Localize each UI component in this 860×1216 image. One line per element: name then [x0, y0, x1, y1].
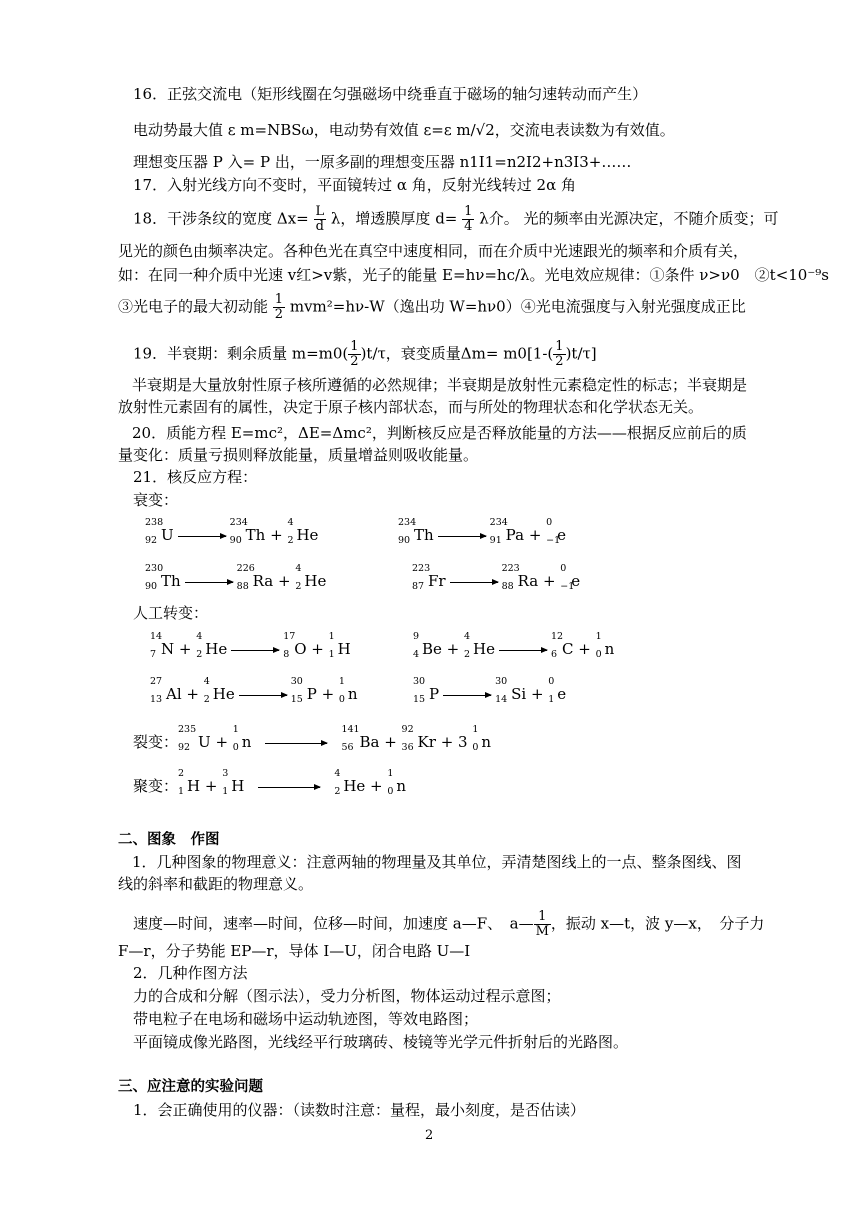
- fusion-label: 聚变：: [133, 777, 179, 795]
- sec18-line2: 见光的颜色由频率决定。各种色光在真空中速度相同，而在介质中光速跟光的频率和介质有关，: [118, 242, 749, 260]
- sec3-p1: 1．会正确使用的仪器：（读数时注意：量程，最小刻度，是否估读）: [133, 1101, 586, 1119]
- section-heading-2: 二、图象 作图: [118, 832, 220, 848]
- artificial-eq-1: 14 7 N + 4 2 He 17 8 O + 1 1 H: [150, 631, 351, 660]
- sec2-p1: 1．几种图象的物理意义：注意两轴的物理量及其单位，弄清楚图线上的一点、整条图线、图线的斜率和截距的物理意义。: [118, 853, 742, 893]
- decay-eq-3: 230 90 Th 226 88 Ra + 4 2 He: [145, 563, 327, 592]
- sec2-p6: 平面镜成像光路图，光线经平行玻璃砖、棱镜等光学元件折射后的光路图。: [133, 1033, 629, 1051]
- fission-eq: 裂变： 235 92 U + 1 0 n 141 56 Ba + 92 36 Kr + 3 1 0 n: [133, 724, 492, 753]
- decay-eq-4: 223 87 Fr 223 88 Ra + 0 −1 e: [412, 563, 581, 592]
- decay-eq-2: 234 90 Th 234 91 Pa + 0 −1 e: [398, 517, 567, 546]
- sec19-line1: 19．半衰期：剩余质量 m=m0( $\frac{1}{2}$ )t/τ，衰变质量Δm= m0[1-( $\frac{1}{2}$ )t/τ]: [133, 339, 597, 369]
- sec18-line4: ③光电子的最大初动能 $\frac{1}{2}$ mvm²=hν-W（逸出功 W=hν0）④光电流强度与入射光强度成正比: [118, 292, 746, 322]
- sec2-p2: 速度—时间，速率—时间，位移—时间，加速度 a—F、 a— $\frac{1}{M}$ ，振动 x—t，波 y—x， 分子力: [133, 909, 765, 939]
- sec2-p3: 2．几种作图方法: [133, 964, 248, 982]
- sec20: 20．质能方程 E=mc²，ΔE=Δmc²，判断核反应是否释放能量的方法——根据反应前后的质量变化：质量亏损则释放能量，质量增益则吸收能量。: [118, 424, 747, 464]
- fusion-eq: 聚变： 2 1 H + 3 1 H 4 2 He + 1 0 n: [133, 768, 407, 797]
- decay-eq-1: 238 92 U 234 90 Th + 4 2 He: [145, 517, 319, 546]
- section-heading-3: 三、应注意的实验问题: [118, 1079, 263, 1095]
- fission-label: 裂变：: [133, 733, 179, 751]
- sec19-para: 半衰期是大量放射性原子核所遵循的必然规律；半衰期是放射性元素稳定性的标志；半衰期是放射性元素固有的属性，决定于原子核内部状态，而与所处的物理状态和化学状态无关。: [118, 376, 748, 416]
- sec16-emf: 电动势最大值 ε m=NBSω，电动势有效值 ε=ε m/√2，交流电表读数为有效值。: [133, 121, 675, 139]
- artificial-eq-4: 30 15 P 30 14 Si + 0 1 e: [413, 676, 567, 705]
- sec2-p2c: F—r，分子势能 EP—r，导体 I—U，闭合电路 U—I: [118, 942, 471, 960]
- sec21-title: 21．核反应方程：: [133, 468, 258, 486]
- decay-label: 衰变：: [133, 491, 179, 509]
- sec17: 17．入射光线方向不变时，平面镜转过 α 角，反射光线转过 2α 角: [133, 176, 576, 194]
- sec18-line3: 如：在同一种介质中光速 v红>v紫，光子的能量 E=hν=hc/λ。光电效应规律：①条件 ν>ν0 ②t<10⁻⁹s: [118, 266, 829, 284]
- artificial-eq-2: 9 4 Be + 4 2 He 12 6 C + 1 0 n: [413, 631, 615, 660]
- artificial-eq-3: 27 13 Al + 4 2 He 30 15 P + 1 0 n: [150, 676, 358, 705]
- sec2-p4: 力的合成和分解（图示法），受力分析图，物体运动过程示意图；: [133, 987, 561, 1005]
- sec18-line1: 18．干涉条纹的宽度 Δx= $\frac{L}{d}$ λ，增透膜厚度 d= $\frac{1}{4}$ λ介。 光的频率由光源决定，不随介质变；可: [133, 204, 779, 234]
- sec2-p5: 带电粒子在电场和磁场中运动轨迹图，等效电路图；: [133, 1010, 479, 1028]
- sec16-transformer: 理想变压器 P 入= P 出，一原多副的理想变压器 n1I1=n2I2+n3I3+……: [133, 153, 632, 171]
- page-number: 2: [425, 1128, 434, 1143]
- artificial-label: 人工转变：: [133, 604, 209, 622]
- sec16-title: 16．正弦交流电（矩形线圈在匀强磁场中绕垂直于磁场的轴匀速转动而产生）: [133, 85, 648, 103]
